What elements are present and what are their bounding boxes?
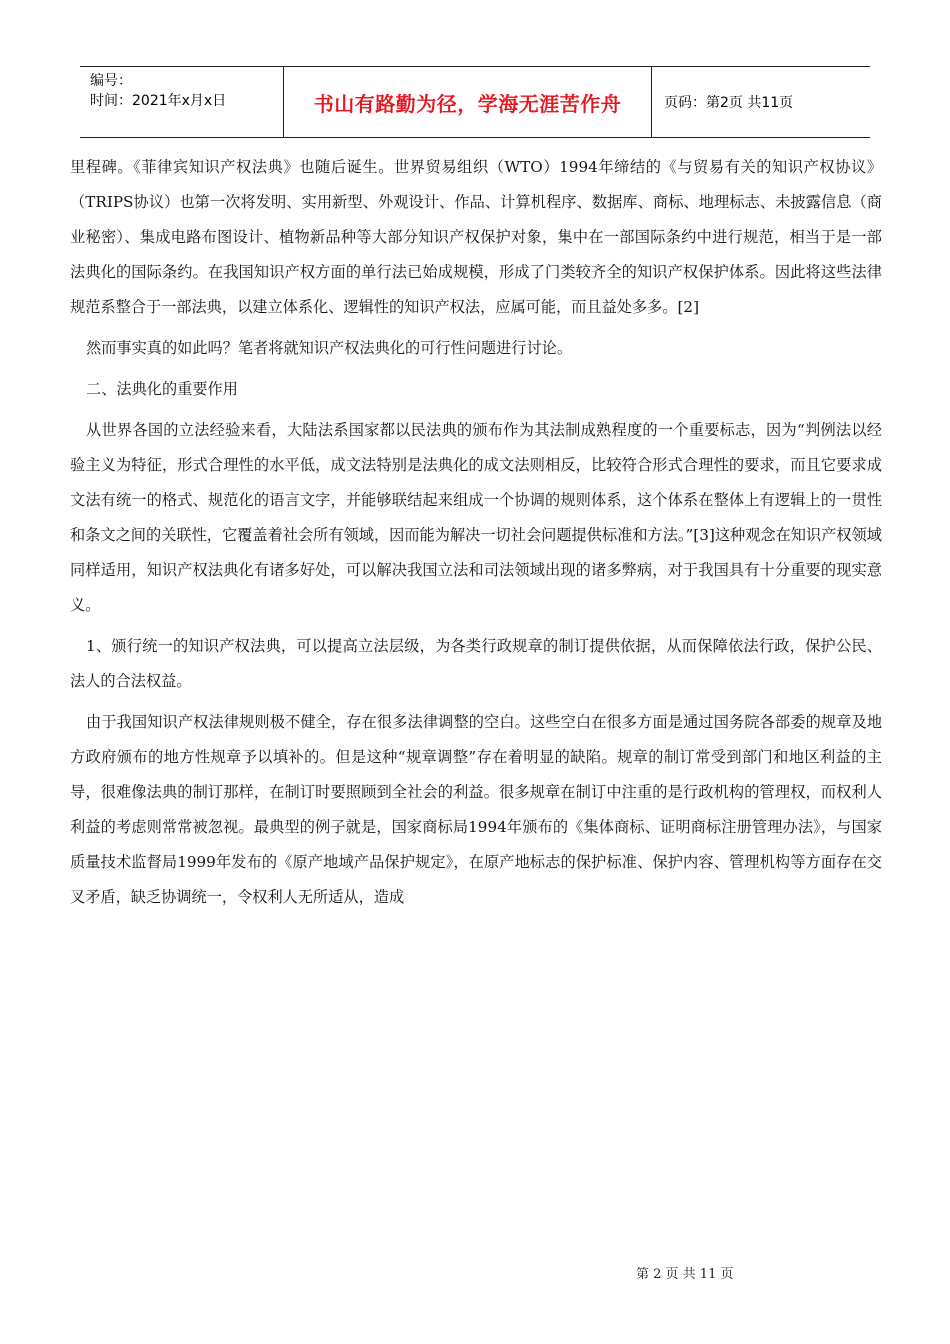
- page-footer: [0, 1263, 950, 1282]
- footer-page-number: 第 2 页 共 11 页: [636, 1267, 734, 1282]
- paragraph: 然而事实真的如此吗？笔者将就知识产权法典化的可行性问题进行讨论。: [86, 339, 572, 357]
- header-meta: [80, 67, 283, 137]
- section-heading: 二、法典化的重要作用: [86, 380, 238, 398]
- paragraph: 里程碑。《菲律宾知识产权法典》也随后诞生。世界贸易组织（WTO）1994年缔结的《与贸易有关的知识产权协议》（TRIPS协议）也第一次将发明、实用新型、外观设计、作品、计算机程序、数据库、商标、地理标志、未披露信息（商业秘密）、集成电路布图设计、植物新品种等大部分知识产权保护对象，集中在一部国际条约中进行规范，相当于是一部法典化的国际条约。在我国知识产权方面的单行法已始成规模，形成了门类较齐全的知识产权保护体系。因此将这些法律规范系整合于一部法典，以建立体系化、逻辑性的知识产权法，应属可能，而且益处多多。[2]: [70, 158, 882, 316]
- header-page-info: 页码：第2页 共11页: [664, 95, 794, 111]
- header-page-info-cell: [652, 67, 870, 137]
- document-number-label: 编号：: [90, 73, 132, 89]
- document-time-label: 时间：2021年x月x日: [90, 93, 227, 109]
- paragraph: 从世界各国的立法经验来看，大陆法系国家都以民法典的颁布作为其法制成熟程度的一个重要标志，因为“判例法以经验主义为特征，形式合理性的水平低，成文法特别是法典化的成文法则相反，比较符合形式合理性的要求，而且它要求成文法有统一的格式、规范化的语言文字，并能够联结起来组成一个协调的规则体系，这个体系在整体上有逻辑上的一贯性和条文之间的关联性，它覆盖着社会所有领域，因而能为解决一切社会问题提供标准和方法。”[3]这种观念在知识产权领域同样适用，知识产权法典化有诸多好处，可以解决我国立法和司法领域出现的诸多弊病，对于我国具有十分重要的现实意义。: [70, 421, 882, 614]
- header-motto: 书山有路勤为径，学海无涯苦作舟: [313, 91, 622, 116]
- paragraph: 1、颁行统一的知识产权法典，可以提高立法层级，为各类行政规章的制订提供依据，从而保障依法行政，保护公民、法人的合法权益。: [70, 637, 882, 690]
- paragraph: 由于我国知识产权法律规则极不健全，存在很多法律调整的空白。这些空白在很多方面是通过国务院各部委的规章及地方政府颁布的地方性规章予以填补的。但是这种“规章调整”存在着明显的缺陷。规章的制订常受到部门和地区利益的主导，很难像法典的制订那样，在制订时要照顾到全社会的利益。很多规章在制订中注重的是行政机构的管理权，而权利人利益的考虑则常常被忽视。最典型的例子就是，国家商标局1994年颁布的《集体商标、证明商标注册管理办法》，与国家质量技术监督局1999年发布的《原产地域产品保护规定》，在原产地标志的保护标准、保护内容、管理机构等方面存在交叉矛盾，缺乏协调统一，令权利人无所适从，造成: [70, 713, 882, 906]
- document-body: [70, 150, 882, 915]
- document-header: [80, 66, 870, 138]
- header-motto-cell: [283, 67, 652, 137]
